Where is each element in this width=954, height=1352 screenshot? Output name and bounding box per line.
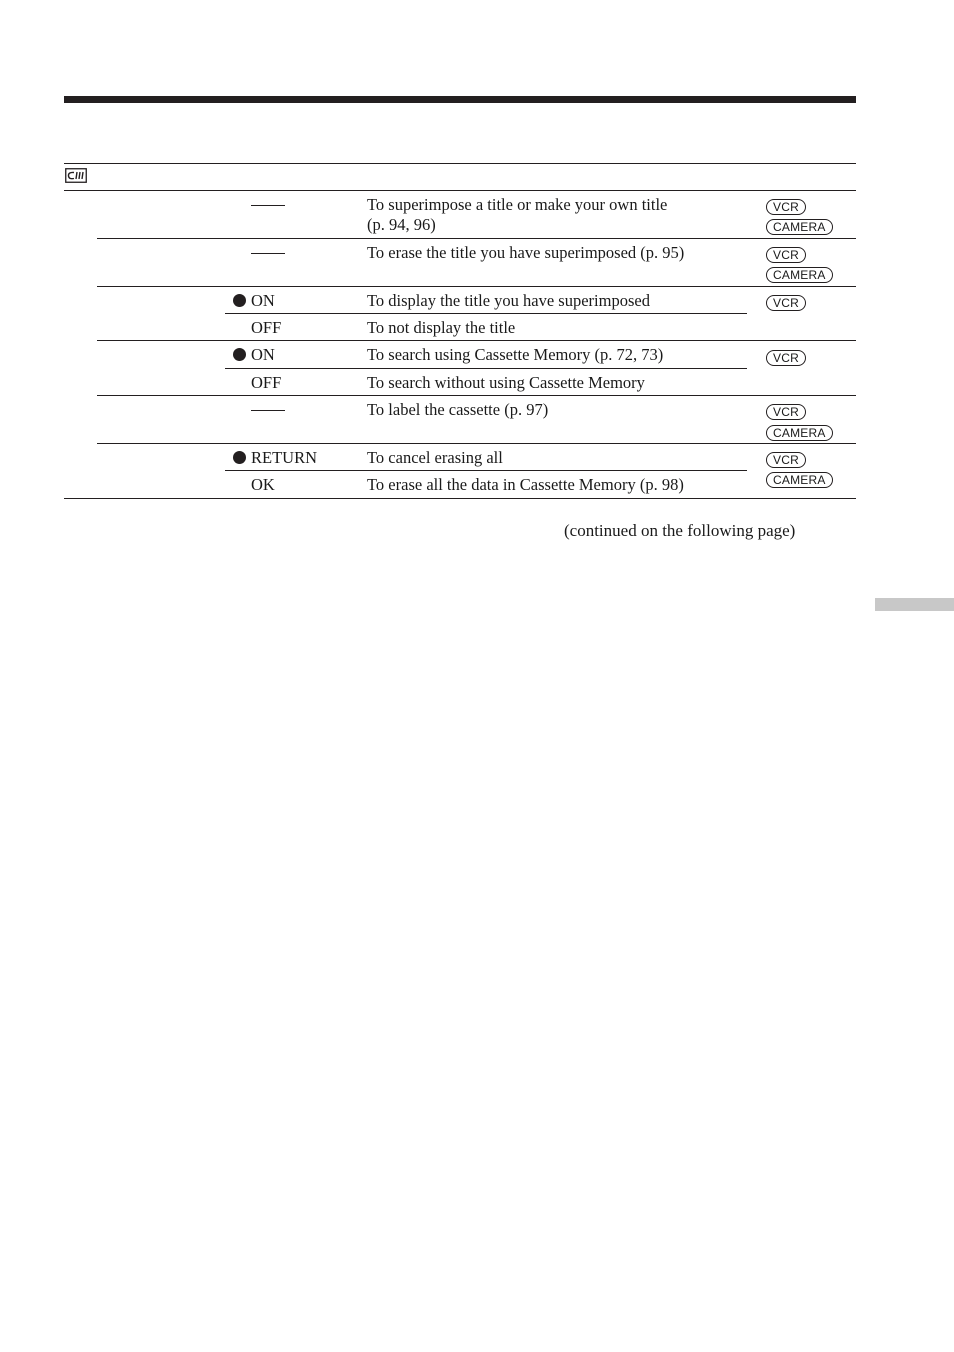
row-option: ON [251, 291, 275, 310]
row-divider [97, 340, 856, 341]
row-description: To display the title you have superimposed [367, 291, 650, 310]
row-description-continued: (p. 94, 96) [367, 215, 436, 234]
vcr-mode-badge: VCR [766, 199, 806, 215]
row-description: To superimpose a title or make your own title [367, 195, 668, 214]
row-option: RETURN [251, 448, 317, 467]
vcr-mode-badge: VCR [766, 452, 806, 468]
no-option-dash [251, 410, 285, 411]
row-description: To erase the title you have superimposed (p. 95) [367, 243, 685, 262]
header-bottom-line [64, 190, 856, 191]
sub-row-divider [225, 368, 747, 369]
row-divider [97, 395, 856, 396]
table-top-line [64, 163, 856, 164]
vcr-mode-badge: VCR [766, 247, 806, 263]
vcr-mode-badge: VCR [766, 295, 806, 311]
default-setting-dot-icon [233, 294, 246, 307]
row-description: To cancel erasing all [367, 448, 503, 467]
row-option: ON [251, 345, 275, 364]
cassette-memory-icon [65, 168, 87, 183]
sub-row-divider [225, 313, 747, 314]
section-edge-tab [875, 598, 954, 611]
camera-mode-badge: CAMERA [766, 472, 833, 488]
sub-row-divider [225, 470, 747, 471]
camera-mode-badge: CAMERA [766, 267, 833, 283]
row-description: To search without using Cassette Memory [367, 373, 645, 392]
row-option: OFF [251, 373, 282, 392]
vcr-mode-badge: VCR [766, 404, 806, 420]
camera-mode-badge: CAMERA [766, 219, 833, 235]
table-bottom-line [64, 498, 856, 499]
camera-mode-badge: CAMERA [766, 425, 833, 441]
row-option: OK [251, 475, 275, 494]
default-setting-dot-icon [233, 451, 246, 464]
vcr-mode-badge: VCR [766, 350, 806, 366]
no-option-dash [251, 205, 285, 206]
row-option: OFF [251, 318, 282, 337]
row-divider [97, 286, 856, 287]
row-divider [97, 238, 856, 239]
row-description: To search using Cassette Memory (p. 72, 73) [367, 345, 664, 364]
top-rule [64, 96, 856, 103]
no-option-dash [251, 253, 285, 254]
row-divider [97, 443, 856, 444]
row-description: To not display the title [367, 318, 516, 337]
row-description: To label the cassette (p. 97) [367, 400, 549, 419]
default-setting-dot-icon [233, 348, 246, 361]
continued-note: (continued on the following page) [564, 521, 796, 540]
row-description: To erase all the data in Cassette Memory (p. 98) [367, 475, 684, 494]
